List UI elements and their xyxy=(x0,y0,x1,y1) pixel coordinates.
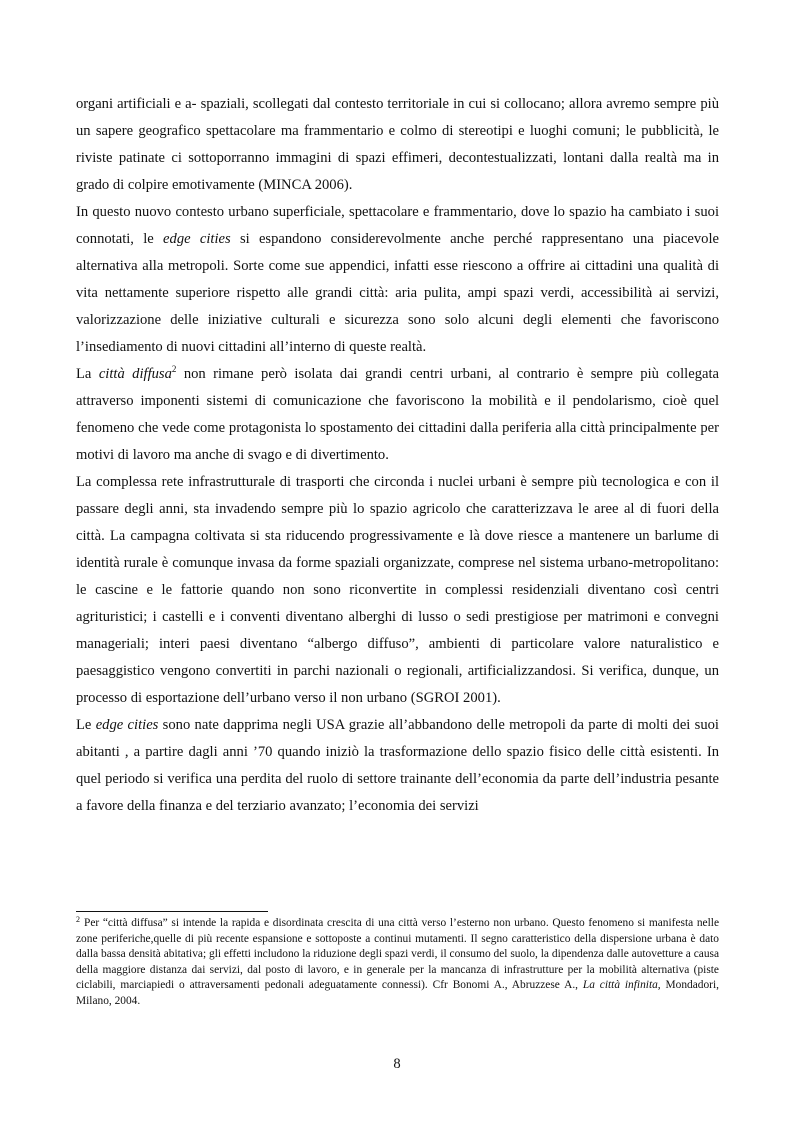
paragraph-4: La complessa rete infrastrutturale di trasporti che circonda i nuclei urbani è sempre più tecnologica e con il passare degli anni, sta invadendo sempre più lo spazio agricolo che caratterizzava le aree al di fuori della città. La campagna coltivata si sta riducendo progressivamente e là dove riesce a mantenere un barlume di identità rurale è comunque invasa da forme spaziali organizzate, comprese nel sistema urbano-metropolitano: le cascine e le fattorie quando non sono riconvertite in complessi residenziali diventano così centri agrituristici; i castelli e i conventi diventano alberghi di lusso o sedi prestigiose per matrimoni e convegni manageriali; interi paesi diventano “albergo diffuso”, ambienti di particolare valore naturalistico e paesaggistico vengono convertiti in parchi nazionali o regionali, artificializzandosi. Si verifica, dunque, un processo di esportazione dell’urbano verso il non urbano (SGROI 2001). xyxy=(76,474,719,706)
footnote-reference: 2 xyxy=(171,364,177,374)
page-number: 8 xyxy=(393,1056,401,1072)
term-edge-cities: edge cities xyxy=(163,231,231,247)
footnote-separator xyxy=(76,911,268,912)
term-citta-diffusa: città diffusa xyxy=(98,366,172,382)
paragraph-5 xyxy=(76,712,719,820)
paragraph-3 xyxy=(76,361,719,469)
footnote-body xyxy=(76,916,719,1010)
footnote-text-a: Per “città diffusa” si intende la rapida e disordinata crescita di una città verso l’esterno non urbano. Questo fenomeno si manifesta nelle zone periferiche,quelle di più recente espansione e sottoposte a continui mutamenti. Il segno caratteristico della dispersione urbana è dato dalla bassa densità abitativa; gli effetti includono la riduzione degli spazi verdi, il consumo del suolo, la dipendenza dalle autovetture a causa della maggiore distanza dai servizi, dal posto di lavoro, e in generale per la mancanza di infrastrutture per la mobilità alternativa (piste ciclabili, marciapiedi o attraversamenti pedonali adeguatamente connessi). Cfr Bonomi A., Abruzzese A., xyxy=(76,917,719,992)
paragraph-5-text-b: sono nate dapprima negli USA grazie all’abbandono delle metropoli da parte di molti dei suoi abitanti , a partire dagli anni ’70 quando iniziò la trasformazione dello spazio fisico delle città esistenti. In quel periodo si verifica una perdita del ruolo di settore trainante dell’economia da parte dell’industria pesante a favore della finanza e del terziario avanzato; l’economia dei servizi xyxy=(76,717,719,814)
paragraph-3-text-a: La xyxy=(76,366,99,382)
footnote xyxy=(76,916,719,1010)
term-edge-cities-2: edge cities xyxy=(95,717,159,733)
paragraph-5-text-a: Le xyxy=(76,717,96,733)
footnote-number: 2 xyxy=(76,915,80,924)
paragraph-2-text-a: In questo nuovo contesto urbano superficiale, spettacolare e frammentario, dove lo spazio ha cambiato i suoi connotati, le xyxy=(76,204,719,247)
body-text xyxy=(76,91,719,820)
paragraph-2-text-b: si espandono considerevolmente anche perché rappresentano una piacevole alternativa alla metropoli. Sorte come sue appendici, infatti esse riescono a offrire ai cittadini una qualità di vita nettamente superiore rispetto alle grandi città: aria pulita, ampi spazi verdi, accessibilità ai servizi, valorizzazione delle iniziative culturali e sicurezza sono solo alcuni degli elementi che favoriscono l’insediamento di nuovi cittadini all’interno di queste realtà. xyxy=(76,231,719,355)
footnote-book-title: La città infinita, xyxy=(582,979,661,992)
footnote-text-b: Mondadori, Milano, 2004. xyxy=(76,979,719,1007)
paragraph-1: organi artificiali e a- spaziali, scollegati dal contesto territoriale in cui si collocano; allora avremo sempre più un sapere geografico spettacolare ma frammentario e colmo di stereotipi e luoghi comuni; le pubblicità, le riviste patinate ci sottoporranno immagini di spazi effimeri, decontestualizzati, lontani dalla realtà ma in grado di colpire emotivamente (MINCA 2006). xyxy=(76,96,719,193)
paragraph-2 xyxy=(76,199,719,361)
paragraph-3-text-b: non rimane però isolata dai grandi centri urbani, al contrario è sempre più collegata attraverso imponenti sistemi di comunicazione che favoriscono la mobilità e il pendolarismo, cioè quel fenomeno che vede come protagonista lo spostamento dei cittadini dalla periferia alla città principalmente per motivi di lavoro ma anche di svago e di divertimento. xyxy=(76,366,720,463)
